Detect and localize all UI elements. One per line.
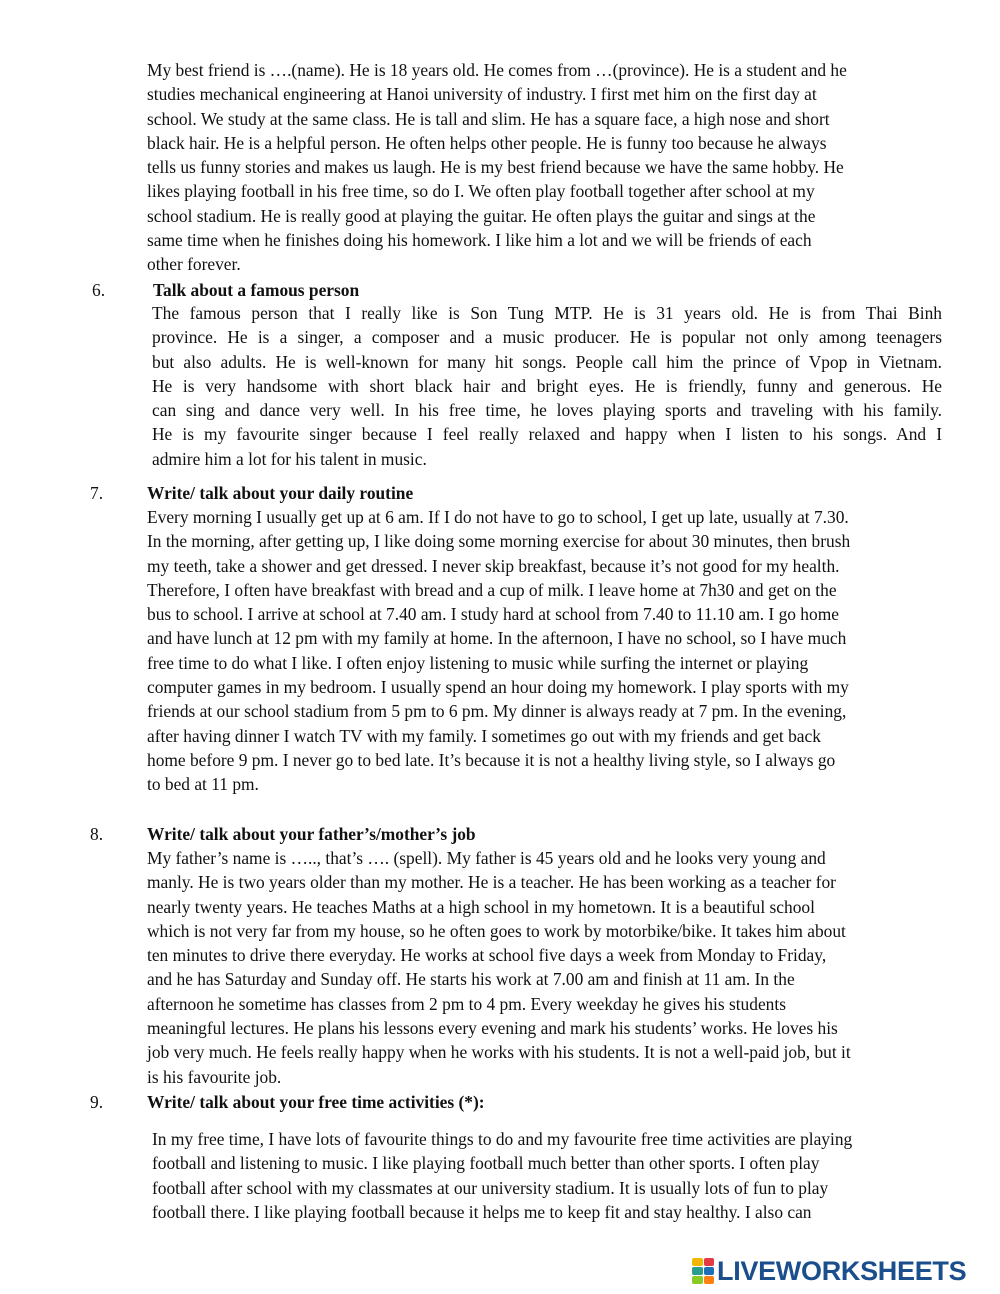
text-line: and have lunch at 12 pm with my family at home. In the afternoon, I have no school, so I have much <box>147 628 847 649</box>
text-line: My best friend is ….(name). He is 18 years old. He comes from …(province). He is a student and he <box>147 60 847 80</box>
logo-block <box>704 1276 715 1284</box>
text-line: ten minutes to drive there everyday. He works at school five days a week from Monday to Friday, <box>147 945 827 966</box>
liveworksheets-logo <box>692 1256 966 1286</box>
text-line: is his favourite job. <box>147 1066 282 1087</box>
text-line: same time when he finishes doing his homework. I like him a lot and we will be friends of each <box>147 230 812 251</box>
text-line: In my free time, I have lots of favourite things to do and my favourite free time activities are playing <box>152 1129 853 1149</box>
section-body-9 <box>152 1127 942 1224</box>
text-line: football and listening to music. I like playing football much better than other sports. I often play <box>152 1153 820 1174</box>
section-title-6: Talk about a famous person <box>153 280 360 300</box>
text-line: friends at our school stadium from 5 pm to 6 pm. My dinner is always ready at 7 pm. In the evening, <box>147 701 847 722</box>
section-number-9: 9. <box>90 1092 104 1112</box>
text-line: likes playing football in his free time, so do I. We often play football together after school at my <box>147 181 815 202</box>
text-line: bus to school. I arrive at school at 7.40 am. I study hard at school from 7.40 to 11.10 am. I go home <box>147 604 839 625</box>
section-body-7 <box>147 505 942 797</box>
text-line: afternoon he sometime has classes from 2 pm to 4 pm. Every weekday he gives his students <box>147 993 786 1014</box>
text-line: job very much. He feels really happy when he works with his students. It is not a well-paid job, but it <box>147 1042 851 1063</box>
text-line: meaningful lectures. He plans his lessons every evening and mark his students’ works. He loves his <box>147 1018 838 1039</box>
text-line: black hair. He is a helpful person. He often helps other people. He is funny too because he always <box>147 132 827 153</box>
text-line: admire him a lot for his talent in music. <box>152 448 427 469</box>
text-line: school. We study at the same class. He is tall and slim. He has a square face, a high nose and short <box>147 108 830 129</box>
logo-block <box>692 1276 703 1284</box>
text-line: and he has Saturday and Sunday off. He starts his work at 7.00 am and finish at 11 am. In the <box>147 969 795 990</box>
intro-paragraph <box>147 58 942 277</box>
liveworksheets-logo-icon <box>692 1258 714 1284</box>
section-title-9: Write/ talk about your free time activities (*): <box>147 1092 485 1112</box>
section-title-8: Write/ talk about your father’s/mother’s job <box>147 824 476 844</box>
logo-block <box>704 1258 715 1266</box>
text-line: In the morning, after getting up, I like doing some morning exercise for about 30 minutes, then brush <box>147 531 851 552</box>
section-number-6: 6. <box>92 280 106 300</box>
section-title-7: Write/ talk about your daily routine <box>147 483 414 503</box>
text-line: tells us funny stories and makes us laugh. He is my best friend because we have the same hobby. He <box>147 157 844 178</box>
text-line: He is very handsome with short black hair and bright eyes. He is friendly, funny and generous. He <box>152 375 942 396</box>
logo-block <box>692 1258 703 1266</box>
section-body-6 <box>152 301 942 471</box>
text-line: manly. He is two years older than my mother. He is a teacher. He has been working as a teacher for <box>147 872 836 893</box>
text-line: school stadium. He is really good at playing the guitar. He often plays the guitar and sings at the <box>147 205 816 226</box>
text-line: Therefore, I often have breakfast with bread and a cup of milk. I leave home at 7h30 and get on the <box>147 579 837 600</box>
section-body-8 <box>147 846 942 1089</box>
text-line: football there. I like playing football because it helps me to keep fit and stay healthy. I also can <box>152 1201 812 1222</box>
text-line: after having dinner I watch TV with my family. I sometimes go out with my friends and get back <box>147 725 821 746</box>
text-line: football after school with my classmates at our university stadium. It is usually lots of fun to play <box>152 1177 829 1198</box>
logo-block <box>704 1267 715 1275</box>
text-line: The famous person that I really like is Son Tung MTP. He is 31 years old. He is from Thai Binh <box>152 303 942 323</box>
text-line: Every morning I usually get up at 6 am. If I do not have to go to school, I get up late, usually at 7.30. <box>147 507 849 527</box>
text-line: He is my favourite singer because I feel really relaxed and happy when I listen to his songs. And I <box>152 424 942 445</box>
text-line: home before 9 pm. I never go to bed late. It’s because it is not a healthy living style, so I always go <box>147 749 836 770</box>
text-line: computer games in my bedroom. I usually spend an hour doing my homework. I play sports with my <box>147 677 849 698</box>
text-line: but also adults. He is well-known for many hit songs. People call him the prince of Vpop in Vietnam. <box>152 351 942 372</box>
section-number-7: 7. <box>90 483 104 503</box>
text-line: My father’s name is ….., that’s …. (spell). My father is 45 years old and he looks very young and <box>147 848 826 868</box>
text-line: other forever. <box>147 254 241 275</box>
text-line: to bed at 11 pm. <box>147 774 259 795</box>
text-line: can sing and dance very well. In his free time, he loves playing sports and traveling with his family. <box>152 400 942 421</box>
text-line: which is not very far from my house, so he often goes to work by motorbike/bike. It takes him about <box>147 920 846 941</box>
text-line: province. He is a singer, a composer and a music producer. He is popular not only among teenagers <box>152 327 942 348</box>
text-line: free time to do what I like. I often enjoy listening to music while surfing the internet or playing <box>147 652 809 673</box>
text-line: my teeth, take a shower and get dressed. I never skip breakfast, because it’s not good for my health. <box>147 555 840 576</box>
liveworksheets-logo-text: LIVEWORKSHEETS <box>717 1255 967 1286</box>
logo-block <box>692 1267 703 1275</box>
text-line: nearly twenty years. He teaches Maths at a high school in my hometown. It is a beautiful school <box>147 896 815 917</box>
text-line: studies mechanical engineering at Hanoi university of industry. I first met him on the first day at <box>147 84 817 105</box>
section-number-8: 8. <box>90 824 104 844</box>
